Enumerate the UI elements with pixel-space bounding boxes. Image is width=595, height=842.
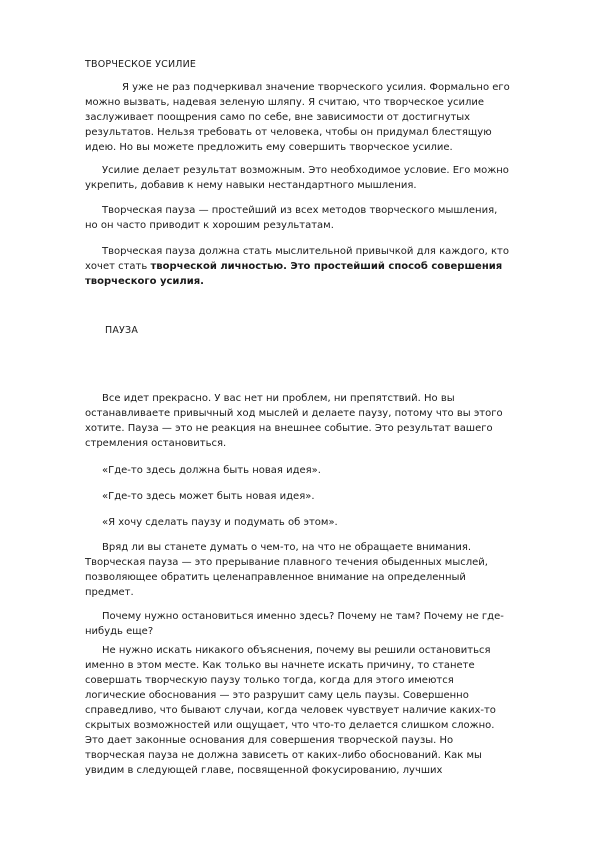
quote-pause-2: «Где-то здесь может быть новая идея». <box>102 491 315 502</box>
paragraph-pause-3: Почему нужно остановиться именно здесь? Почему не там? Почему не где- нибудь еще? <box>85 611 504 637</box>
paragraph-creative-effort-4-bold: творческой личностью. Это простейший способ совершения творческого усилия. <box>85 261 503 287</box>
paragraph-creative-effort-3: Творческая пауза — простейший из всех методов творческого мышления, но он часто приводит к хорошим результатам. <box>85 205 498 231</box>
section-title-pause: ПАУЗА <box>105 325 139 336</box>
quote-pause-1: «Где-то здесь должна быть новая идея». <box>102 465 321 476</box>
paragraph-pause-2: Вряд ли вы станете думать о чем-то, на что не обращаете внимания. Творческая пауза — это прерывание плавного течения обыденных мыслей, позволяющее обратить целенаправленное внимание на определенный предмет. <box>85 542 488 598</box>
paragraph-creative-effort-4-plain: Творческая пауза должна стать мыслительной привычкой для каждого, кто хочет стать <box>85 246 509 272</box>
paragraph-pause-1: Все идет прекрасно. У вас нет ни проблем, ни препятствий. Но вы останавливаете привычный ход мыслей и делаете паузу, потому что вы этого хотите. Пауза — это не реакция на внешнее событие. Это результат вашего стремления остановиться. <box>85 393 503 449</box>
paragraph-creative-effort-2: Усилие делает результат возможным. Это необходимое условие. Его можно укрепить, добавив к нему навыки нестандартного мышления. <box>85 165 509 191</box>
quote-pause-3: «Я хочу сделать паузу и подумать об этом». <box>102 517 338 528</box>
paragraph-creative-effort-1: Я уже не раз подчеркивал значение творческого усилия. Формально его можно вызвать, надевая зеленую шляпу. Я считаю, что творческое усилие заслуживает поощрения само по себе, вне зависимости от достигнутых результатов. Нельзя требовать от человека, чтобы он придумал блестящую идею. Но вы можете предложить ему совершить творческое усилие. <box>85 82 510 153</box>
paragraph-creative-effort-4 <box>85 244 545 289</box>
section-title-creative-effort: ТВОРЧЕСКОЕ УСИЛИЕ <box>85 59 197 70</box>
paragraph-pause-4: Не нужно искать никакого объяснения, почему вы решили остановиться именно в этом месте. Как только вы начнете искать причину, то станете совершать творческую паузу только тогда, когда для этого имеются логические обоснования — это разрушит саму цель паузы. Совершенно справедливо, что бывают случаи, когда человек чувствует наличие каких-то скрытых возможностей или ощущает, что что-то делается слишком сложно. Это дает законные основания для совершения творческой паузы. Но творческая пауза не должна зависеть от каких-либо обоснований. Как мы увидим в следующей главе, посвященной фокусированию, лучших <box>85 645 496 776</box>
